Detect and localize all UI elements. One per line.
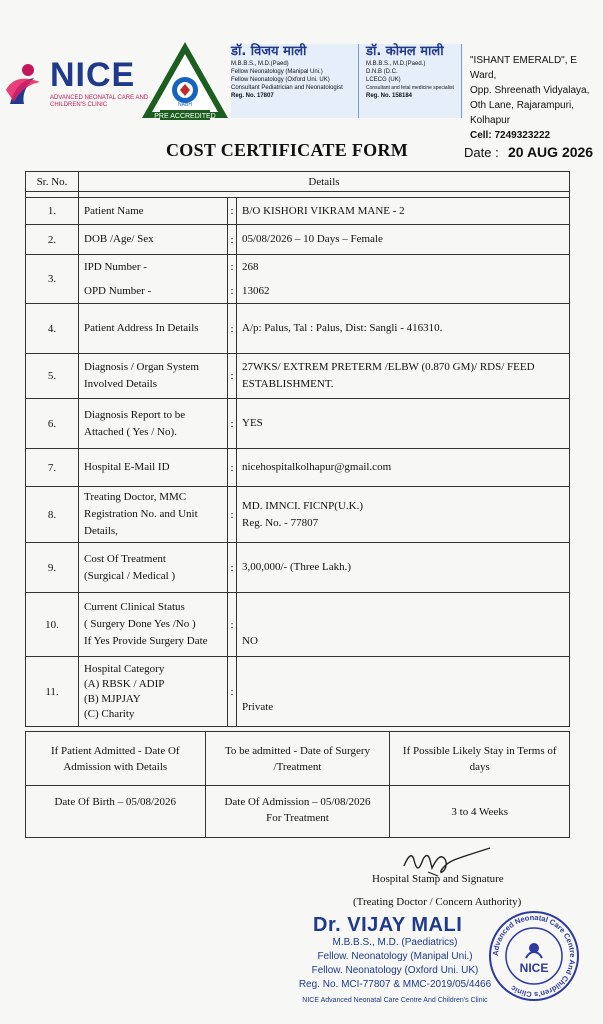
surgery-value: Date Of Admission – 05/08/2026 [224,796,371,808]
row-value: MD. IMNCI. FICNP(U.K.) [242,499,364,512]
row-value: 268 [242,261,259,273]
stamp-line: Fellow. Neonatology (Oxford Uni. UK) [311,965,479,976]
admission-value: Date Of Birth – 05/08/2026 [26,786,206,838]
row-label: (A) RBSK / ADIP [84,677,165,690]
doctor2-line: LCECG (UK) [366,77,401,83]
stamp-clinic-line: NICE Advanced Neonatal Care Centre And Children's Clinic [302,997,488,1004]
row-value: YES [237,399,570,449]
row-label: Hospital E-Mail ID [79,449,228,487]
row-value: 27WKS/ EXTREM PRETERM /ELBW (0.870 GM)/ RDS/ FEED ESTABLISHMENT. [237,354,570,399]
doctor1-line: M.B.B.S., M.D.(Paed) [231,61,289,67]
seal-ring-text: Advanced Neonatal Care Centre And Children's Clinic [490,912,578,1000]
row-colon: : [228,354,237,399]
admission-header: If Patient Admitted - Date Of Admission with Details [26,732,206,786]
doctor-name-stamp: Dr. VIJAY MALI [313,914,463,936]
doctor1-line: Reg. No. 17807 [231,93,274,99]
address-line: Opp. Shreenath Vidyalaya, [470,85,590,96]
surgery-value: For Treatment [266,812,329,824]
stay-header: If Possible Likely Stay in Terms of days [390,732,570,786]
doctor2-line: Consultant and fetal medicine specialist [366,85,454,91]
table-row [26,198,570,225]
row-number: 3. [26,255,79,304]
date-value: 20 AUG 2026 [508,144,594,160]
details-table [25,171,570,727]
row-label: If Yes Provide Surgery Date [84,635,208,647]
row-colon: : [228,399,237,449]
date-label: Date : [464,145,499,160]
row-colon: : [228,304,237,354]
col-details-header: Details [79,172,570,192]
stamp-signature-label: Hospital Stamp and Signature [372,873,504,885]
doctor2-name: डॉ. कोमल माली [366,44,444,59]
col-sr-header: Sr. No. [26,172,79,192]
table-header-row [26,172,570,192]
table-row [26,657,570,727]
doctor2-block [366,44,464,100]
row-number: 9. [26,543,79,593]
table-row [26,449,570,487]
admission-table [25,731,570,838]
badge-inner-text: NABH [178,102,192,108]
clinic-address [470,53,602,143]
address-line: Oth Lane, Rajarampuri, Kolhapur [470,100,574,126]
row-number: 2. [26,225,79,255]
row-label: (C) Charity [84,707,135,720]
row-number: 4. [26,304,79,354]
row-label: Cost Of Treatment [84,552,166,565]
table-row [26,354,570,399]
row-value: Reg. No. - 77807 [242,516,319,529]
row-value: 3,00,000/- (Three Lakh.) [237,543,570,593]
row-label: ( Surgery Done Yes /No ) [84,618,196,630]
row-number: 11. [26,657,79,727]
row-value: A/p: Palus, Tal : Palus, Dist: Sangli - 416310. [237,304,570,354]
row-label: DOB /Age/ Sex [79,225,228,255]
clinic-logo-icon [4,60,44,106]
row-value: nicehospitalkolhapur@gmail.com [237,449,570,487]
table-row [26,225,570,255]
row-label: Diagnosis / Organ System Involved Details [79,354,228,399]
row-colon: : [228,198,237,225]
stamp-line: Reg. No. MCI-77807 & MMC-2019/05/4466 [298,979,492,990]
surgery-header: To be admitted - Date of Surgery /Treatment [205,732,390,786]
form-title: COST CERTIFICATE FORM [166,140,409,160]
row-number: 5. [26,354,79,399]
doctor2-line: Reg. No. 158184 [366,93,413,99]
clinic-subtitle: ADVANCED NEONATAL CARE AND CHILDREN'S CLINIC [50,95,149,108]
row-label: Treating Doctor, MMC Registration No. and Unit Details, [79,487,228,543]
table-row [26,304,570,354]
address-line: "ISHANT EMERALD", E Ward, [470,55,577,81]
admission-value-row [26,786,570,838]
table-row [26,399,570,449]
clinic-logo-text: NICE [50,56,136,94]
table-row [26,543,570,593]
row-label: Patient Name [79,198,228,225]
clinic-cell: Cell: 7249323222 [470,130,551,141]
clinic-seal-icon [488,910,580,1002]
row-colon: : [228,657,237,727]
row-label: IPD Number - [84,261,147,273]
accreditation-badge-icon [140,40,230,122]
table-row [26,487,570,543]
table-row [26,593,570,657]
doctor1-line: Consultant Pediatrician and Neonatologist [231,85,343,91]
doctor1-name: डॉ. विजय माली [231,44,307,59]
row-colon: : [228,487,237,543]
row-number: 8. [26,487,79,543]
doctor1-line: Fellow Neonatology (Oxford Uni. UK) [231,77,330,83]
row-colon: : [228,543,237,593]
badge-text: PRE ACCREDITED [154,113,216,120]
row-colon: : [230,285,234,297]
row-value: Private [237,657,570,727]
row-label: Patient Address In Details [79,304,228,354]
row-label: OPD Number - [84,285,152,297]
row-colon: : [228,225,237,255]
stay-value: 3 to 4 Weeks [390,786,570,838]
row-number: 6. [26,399,79,449]
doctor2-line: D.N.B (D.C. [366,69,398,75]
doctor2-line: M.B.B.S., M.D.(Paed.) [366,61,426,67]
table-row [26,255,570,304]
row-colon: : [230,261,234,273]
row-label: Hospital Category [84,662,165,675]
row-colon: : [228,593,237,657]
doctor1-line: Fellow Neonatology (Manipal Uni.) [231,69,323,75]
row-value: 13062 [242,285,270,297]
row-number: 1. [26,198,79,225]
row-number: 7. [26,449,79,487]
row-label: (B) MJPJAY [84,692,141,705]
treating-doctor-label: (Treating Doctor / Concern Authority) [353,896,522,908]
row-label: Diagnosis Report to be Attached ( Yes / No). [79,399,228,449]
row-label: (Surgical / Medical ) [84,569,176,582]
doctor1-block [231,44,359,100]
row-colon: : [228,449,237,487]
seal-center-text: NICE [519,961,549,975]
stamp-line: M.B.B.S., M.D. (Paediatrics) [332,937,458,948]
row-value: NO [237,593,570,657]
admission-header-row [26,732,570,786]
row-value: 05/08/2026 – 10 Days – Female [237,225,570,255]
row-number: 10. [26,593,79,657]
row-value: B/O KISHORI VIKRAM MANE - 2 [237,198,570,225]
row-label: Current Clinical Status [84,601,185,613]
stamp-line: Fellow. Neonatology (Manipal Uni.) [317,951,473,962]
svg-text:Advanced Neonatal Care Centre [491,913,577,999]
